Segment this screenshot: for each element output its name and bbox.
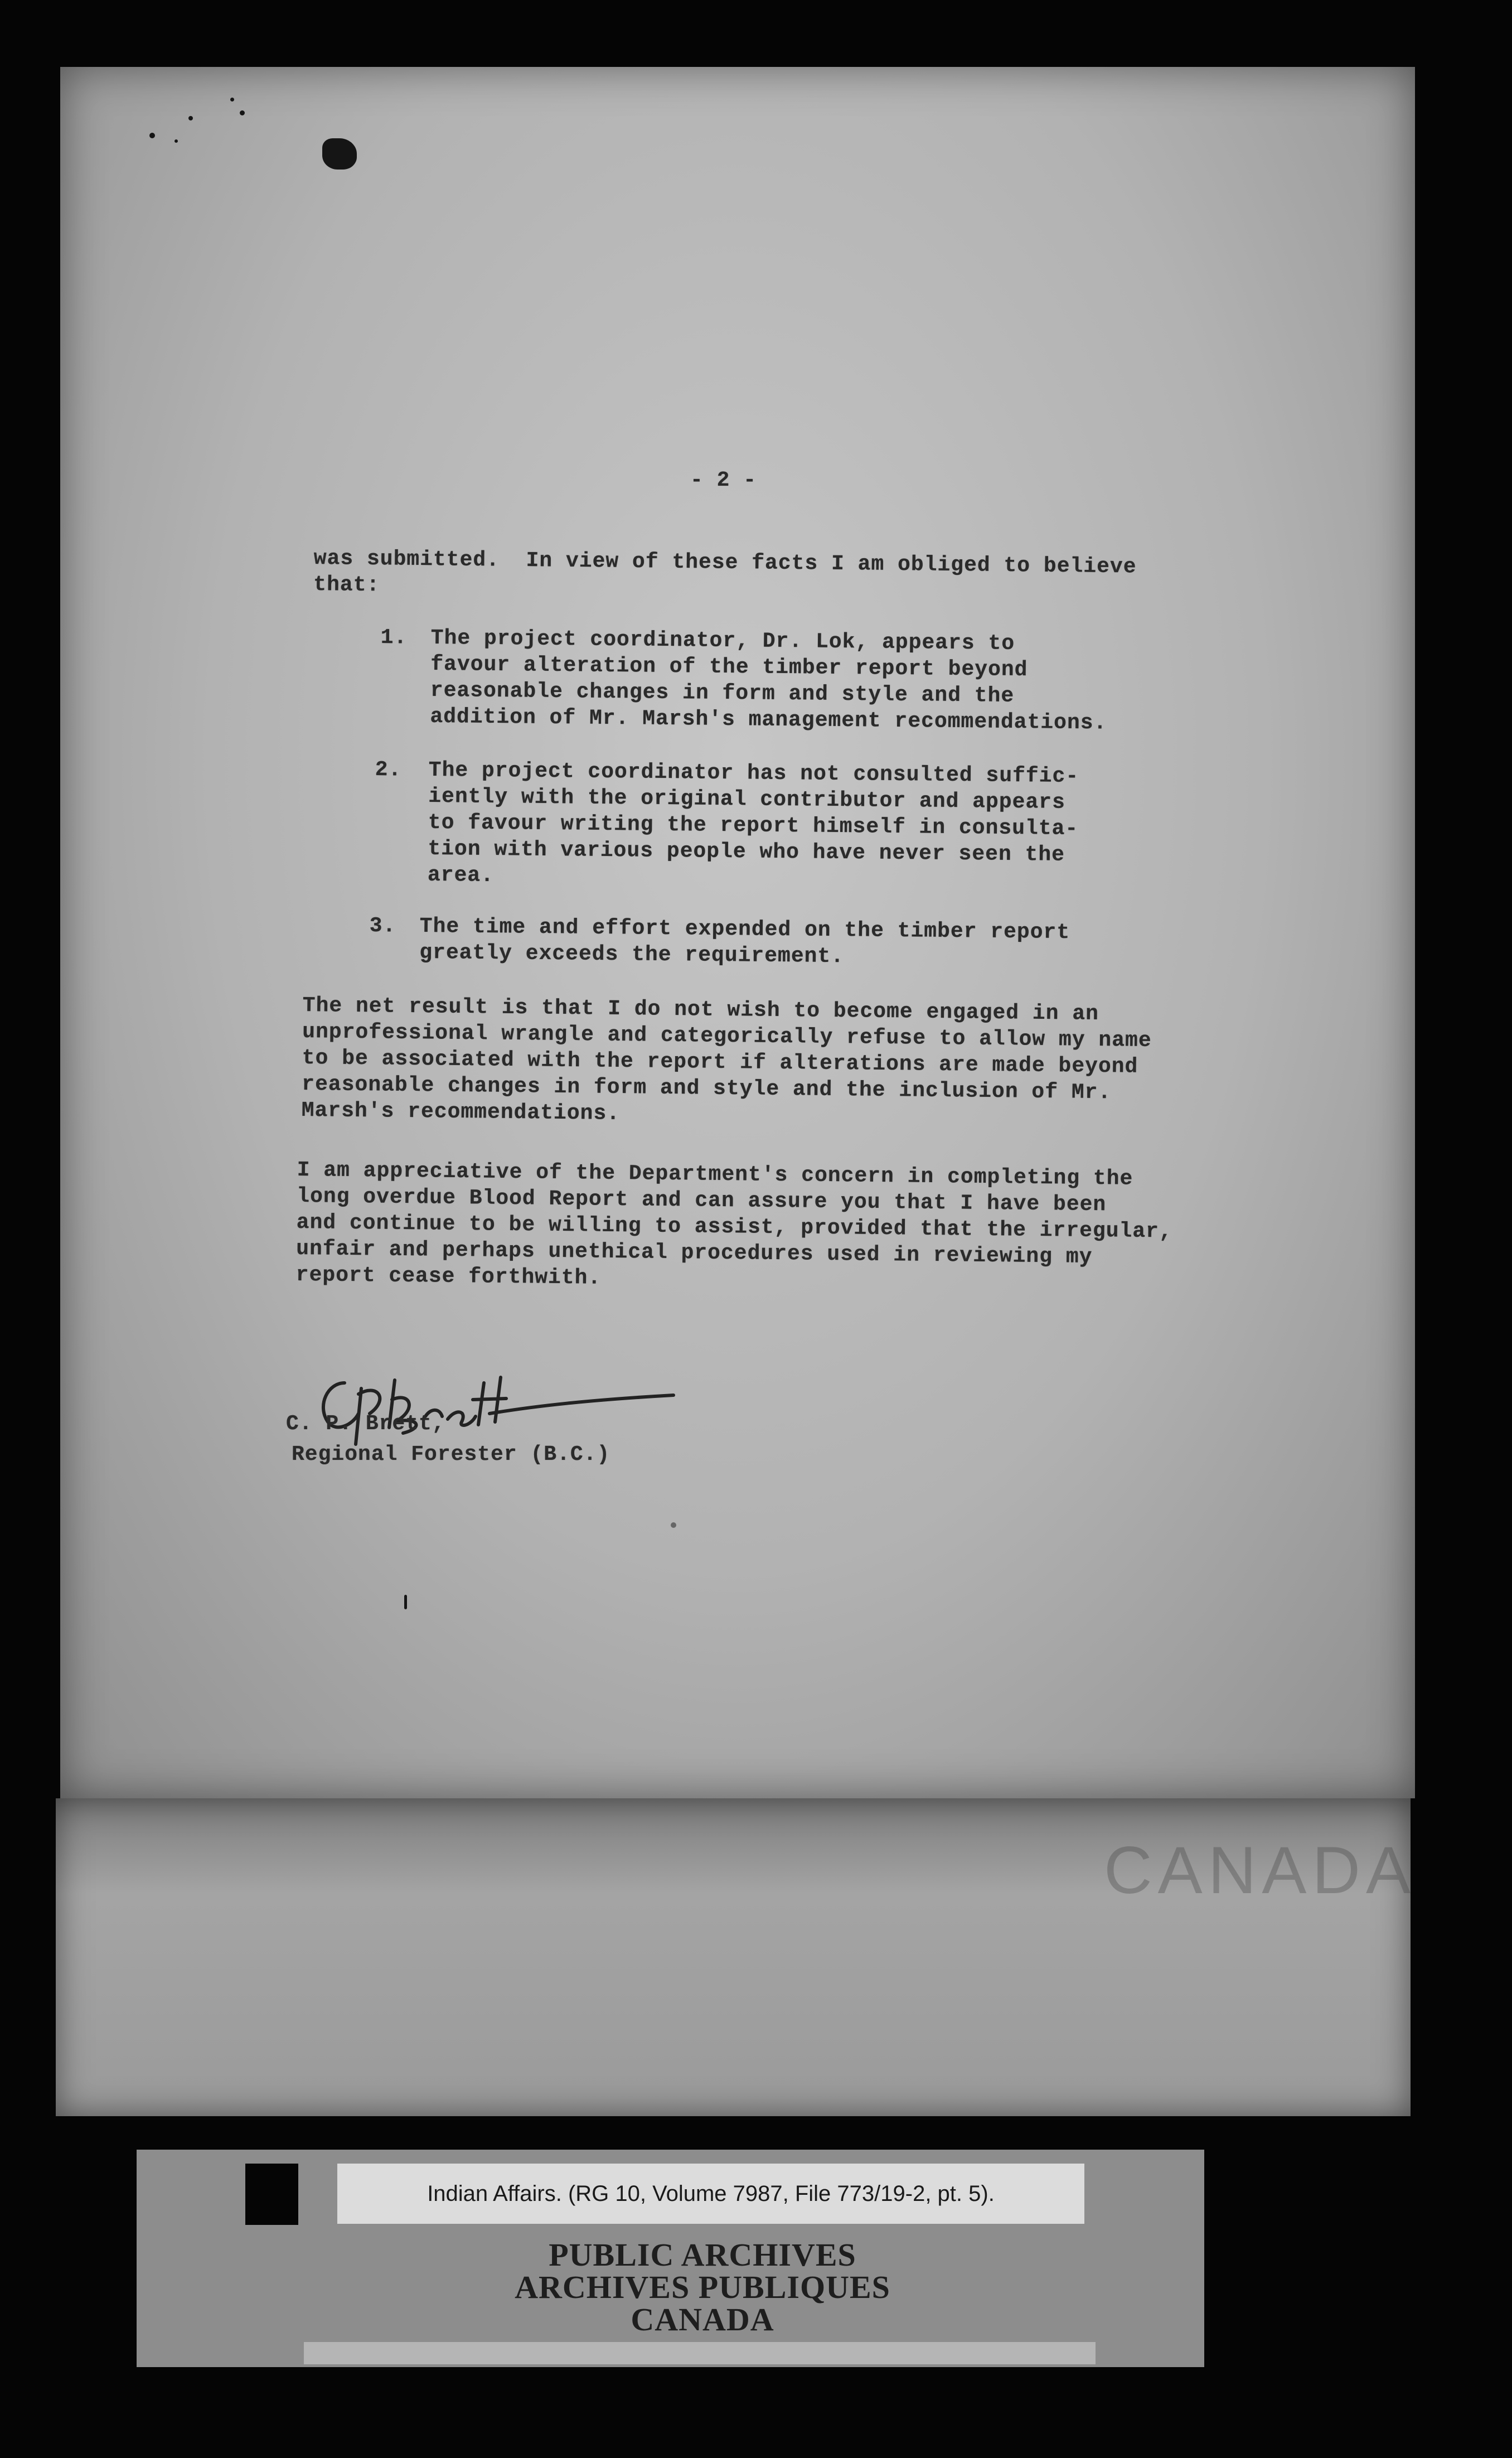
stamp-line-1: PUBLIC ARCHIVES: [549, 2237, 856, 2273]
ink-speck: [188, 116, 193, 120]
text-line: Marsh's recommendations.: [301, 1098, 621, 1126]
text-line: report cease forthwith.: [295, 1262, 602, 1290]
numbered-point-3: [369, 913, 1070, 969]
text-line: unprofessional wrangle and categorically refuse to allow my name: [302, 1019, 1152, 1053]
text-line: that:: [313, 572, 380, 598]
numbered-point-1: [380, 625, 1107, 736]
text-line: unfair and perhaps unethical procedures used in reviewing my: [296, 1236, 1093, 1269]
text-line: addition of Mr. Marsh's management recommendations.: [430, 704, 1107, 736]
text-line: reasonable changes in form and style and the: [430, 678, 1015, 708]
text-line: greatly exceeds the requirement.: [419, 940, 845, 969]
text-line: reasonable changes in form and style and the inclusion of Mr.: [302, 1072, 1112, 1105]
archive-reference-slip: [337, 2164, 1084, 2224]
archive-stamp: [335, 2239, 1070, 2336]
ink-speck: [240, 110, 245, 115]
text-line: favour alteration of the timber report beyond: [430, 652, 1028, 683]
text-line: The net result is that I do not wish to become engaged in an: [302, 993, 1099, 1026]
page-number: - 2 -: [690, 468, 757, 492]
faint-archive-mark: CANADA: [1104, 1833, 1417, 1908]
paragraph-appreciation: [296, 1157, 1173, 1297]
text-line: The project coordinator, Dr. Lok, appears to: [430, 626, 1015, 656]
archive-reference: Indian Affairs. (RG 10, Volume 7987, File 773/19-2, pt. 5).: [427, 2181, 995, 2206]
text-line: and continue to be willing to assist, provided that the irregular,: [296, 1210, 1172, 1244]
ink-speck: [230, 98, 234, 101]
intro-paragraph: [313, 545, 1137, 606]
ink-speck: [175, 139, 178, 143]
text-line: I am appreciative of the Department's concern in completing the: [297, 1158, 1133, 1191]
text-line: to be associated with the report if alterations are made beyond: [302, 1046, 1138, 1079]
letter-page: [60, 67, 1415, 1798]
text-line: tion with various people who have never seen the: [428, 836, 1065, 867]
paragraph-net-result: [302, 993, 1152, 1133]
card-notch: [245, 2164, 298, 2225]
text-line: to favour writing the report himself in consulta-: [428, 810, 1079, 841]
stamp-line-2: ARCHIVES PUBLIQUES: [515, 2269, 890, 2305]
signer-name: C. P. Brett,: [286, 1412, 445, 1436]
stamp-line-3: CANADA: [631, 2301, 774, 2338]
text-line: was submitted. In view of these facts I am obliged to believe: [313, 546, 1137, 579]
point-number: 1.: [380, 625, 408, 650]
ink-mark: [404, 1595, 407, 1609]
signer-title: Regional Forester (B.C.): [292, 1443, 610, 1467]
numbered-point-2: [375, 757, 1079, 888]
text-line: long overdue Blood Report and can assure you that I have been: [297, 1184, 1107, 1217]
text-line: The project coordinator has not consulted suffic-: [428, 758, 1079, 789]
point-number: 3.: [369, 913, 396, 938]
text-line: The time and effort expended on the timber report: [419, 914, 1070, 945]
card-bottom-strip: [304, 2342, 1096, 2364]
ink-speck: [671, 1522, 676, 1528]
underlying-page: [56, 1798, 1417, 2116]
text-line: iently with the original contributor and appears: [428, 784, 1066, 815]
ink-blot: [322, 138, 357, 170]
ink-speck: [149, 133, 155, 138]
text-line: area.: [427, 863, 495, 888]
point-number: 2.: [375, 757, 402, 782]
